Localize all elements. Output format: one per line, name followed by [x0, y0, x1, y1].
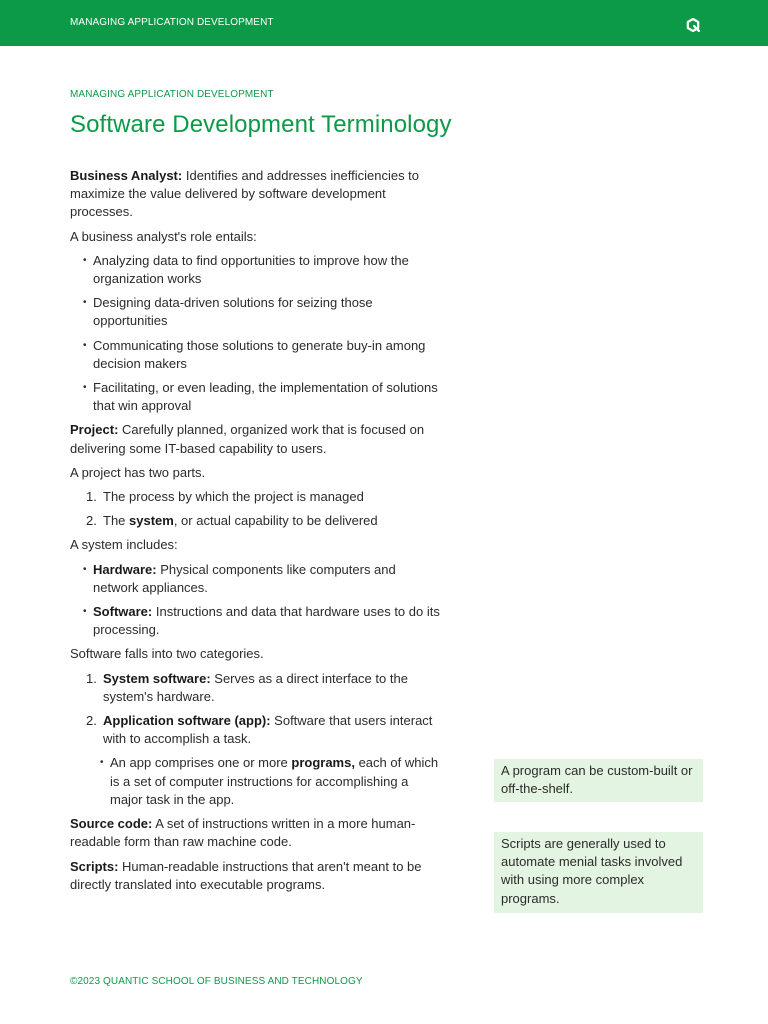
- software-categories-intro: Software falls into two categories.: [70, 646, 264, 662]
- list-item: • Communicating those solutions to generate buy-in among decision makers: [83, 337, 442, 373]
- list-number: 2.: [86, 713, 97, 729]
- list-item: • Facilitating, or even leading, the implementation of solutions that win approval: [83, 379, 442, 415]
- list-item-text: The process by which the project is managed: [103, 489, 364, 505]
- project-parts-list: [84, 488, 442, 530]
- list-item: [84, 712, 442, 748]
- business-analyst-definition: [70, 167, 442, 222]
- business-analyst-role-list: [83, 252, 442, 416]
- list-item: [83, 561, 442, 597]
- list-item: [84, 670, 442, 706]
- list-item-text: The: [103, 513, 130, 529]
- app-programs-list: [100, 754, 442, 809]
- section-eyebrow: MANAGING APPLICATION DEVELOPMENT: [70, 89, 274, 100]
- source-code-text: A set of instructions written in a more human-readable form than raw machine code.: [70, 816, 416, 850]
- project-parts-intro: A project has two parts.: [70, 464, 206, 480]
- application-software-term: Application software (app):: [103, 713, 271, 729]
- header-title: MANAGING APPLICATION DEVELOPMENT: [70, 17, 274, 28]
- system-components-list: [83, 561, 442, 640]
- list-item: [83, 603, 442, 639]
- hardware-text: Physical components like computers and network appliances.: [93, 561, 396, 595]
- programs-term: programs,: [291, 755, 355, 771]
- source-code-term: Source code:: [70, 816, 153, 832]
- list-number: 1.: [86, 489, 97, 505]
- header-bar: [0, 0, 768, 46]
- project-text: Carefully planned, organized work that is focused on delivering some IT-based capability to users.: [70, 422, 425, 456]
- business-analyst-text: Identifies and addresses inefficiencies to maximize the value delivered by software development processes.: [70, 168, 420, 220]
- system-software-term: System software:: [103, 670, 211, 686]
- list-number: 2.: [86, 513, 97, 529]
- list-item: [100, 754, 442, 809]
- business-analyst-role-intro: A business analyst's role entails:: [70, 228, 257, 244]
- page-title: Software Development Terminology: [70, 111, 452, 138]
- business-analyst-term: Business Analyst:: [70, 168, 183, 183]
- software-text: Instructions and data that hardware uses to do its processing.: [93, 604, 440, 638]
- project-term: Project:: [70, 422, 119, 438]
- software-term: Software:: [93, 604, 153, 620]
- system-term: system: [129, 513, 174, 529]
- system-intro: A system includes:: [70, 537, 178, 553]
- program-sidenote: A program can be custom-built or off-the-shelf.: [494, 759, 703, 802]
- list-number: 1.: [86, 670, 97, 686]
- application-software-text: Software that users interact with to accomplish a task.: [103, 713, 433, 747]
- project-definition: [70, 421, 442, 457]
- scripts-text: Human-readable instructions that aren't meant to be directly translated into executable programs.: [70, 858, 422, 892]
- quantic-q-logo-icon: [686, 18, 700, 32]
- list-item: [84, 488, 442, 506]
- app-programs-text: An app comprises one or more: [110, 755, 292, 771]
- source-code-definition: [70, 815, 442, 851]
- scripts-sidenote: Scripts are generally used to automate menial tasks involved with using more complex programs.: [494, 832, 703, 913]
- hardware-term: Hardware:: [93, 561, 157, 577]
- list-item: • Designing data-driven solutions for seizing those opportunities: [83, 294, 442, 330]
- scripts-term: Scripts:: [70, 858, 119, 874]
- list-item: • Analyzing data to find opportunities to improve how the organization works: [83, 252, 442, 288]
- app-programs-text: each of which is a set of computer instructions for accomplishing a major task in the app.: [110, 755, 439, 807]
- list-item-text: , or actual capability to be delivered: [173, 513, 378, 529]
- system-software-text: Serves as a direct interface to the system's hardware.: [103, 670, 408, 704]
- list-item: [84, 512, 442, 530]
- main-content: [70, 167, 442, 900]
- footer-copyright: ©2023 QUANTIC SCHOOL OF BUSINESS AND TECHNOLOGY: [70, 976, 363, 987]
- software-categories-list: [84, 670, 442, 749]
- scripts-definition: [70, 858, 442, 894]
